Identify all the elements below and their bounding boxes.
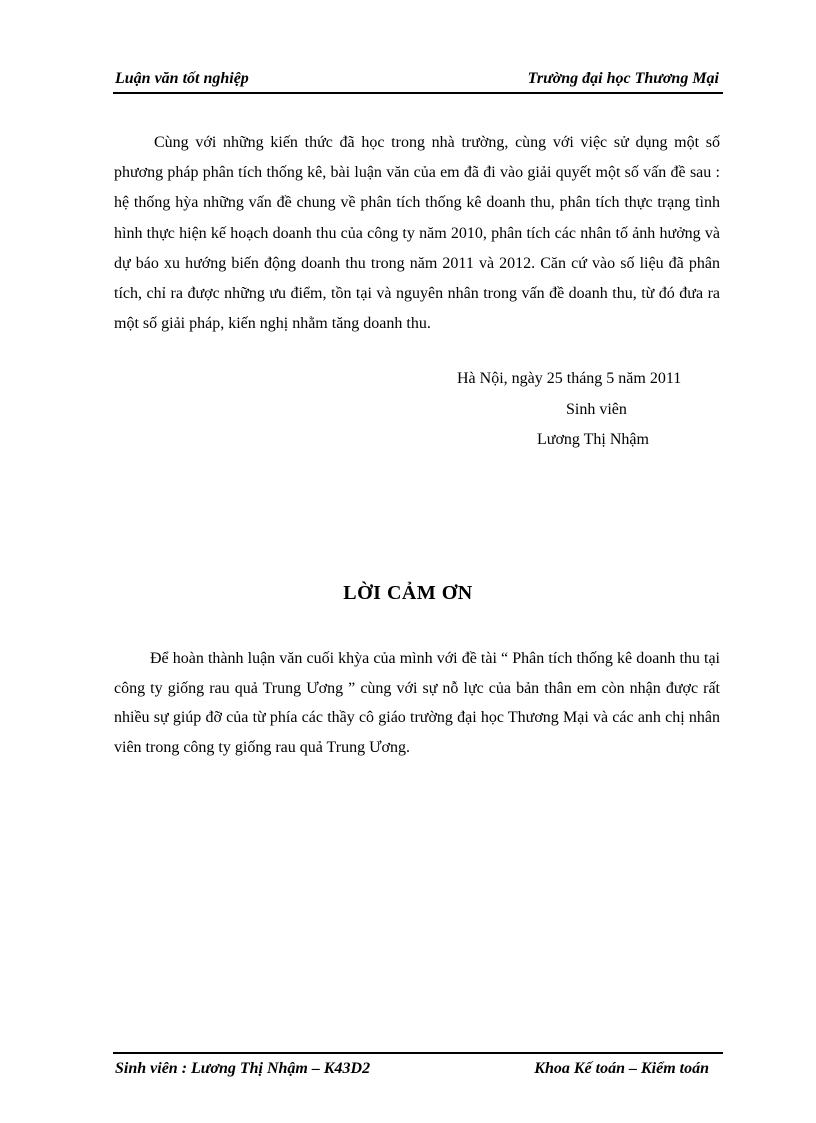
signature-name: Lương Thị Nhậm [537, 431, 649, 448]
page-header [113, 66, 723, 94]
header-thesis-label: Luận văn tốt nghiệp [115, 70, 249, 87]
footer-student-label: Sinh viên : Lương Thị Nhậm – K43D2 [115, 1060, 371, 1077]
signature-role: Sinh viên [566, 401, 627, 418]
signature-date: Hà Nội, ngày 25 tháng 5 năm 2011 [457, 370, 682, 387]
acknowledgement-paragraph: Để hoàn thành luận văn cuối khỳa của mình với đề tài “ Phân tích thống kê doanh thu tại công ty giống rau quả Trung Ương ” cùng với sự nỗ lực của bản thân em còn nhận được rất nhiều sự giúp đỡ của từ phía các thầy cô giáo trường đại học Thương Mại và các anh chị nhân viên trong công ty giống rau quả Trung Ương. [114, 650, 720, 756]
intro-paragraph: Cùng với những kiến thức đã học trong nhà trường, cùng với việc sử dụng một số phương pháp phân tích thống kê, bài luận văn của em đã đi vào giải quyết một số vấn đề sau : hệ thống hỳa những vấn đề chung về phân tích thống kê doanh thu, phân tích thực trạng tình hình thực hiện kế hoạch doanh thu của công ty năm 2010, phân tích các nhân tố ảnh hưởng và dự báo xu hướng biến động doanh thu trong năm 2011 và 2012. Căn cứ vào số liệu đã phân tích, chỉ ra được những ưu điểm, tồn tại và nguyên nhân trong vấn đề doanh thu, từ đó đưa ra một số giải pháp, kiến nghị nhằm tăng doanh thu. [114, 134, 720, 333]
page-footer [113, 1052, 723, 1084]
acknowledgement-title: LỜI CẢM ƠN [343, 582, 473, 604]
footer-faculty-label: Khoa Kế toán – Kiểm toán [534, 1060, 709, 1077]
header-university-label: Trường đại học Thương Mại [527, 70, 719, 87]
